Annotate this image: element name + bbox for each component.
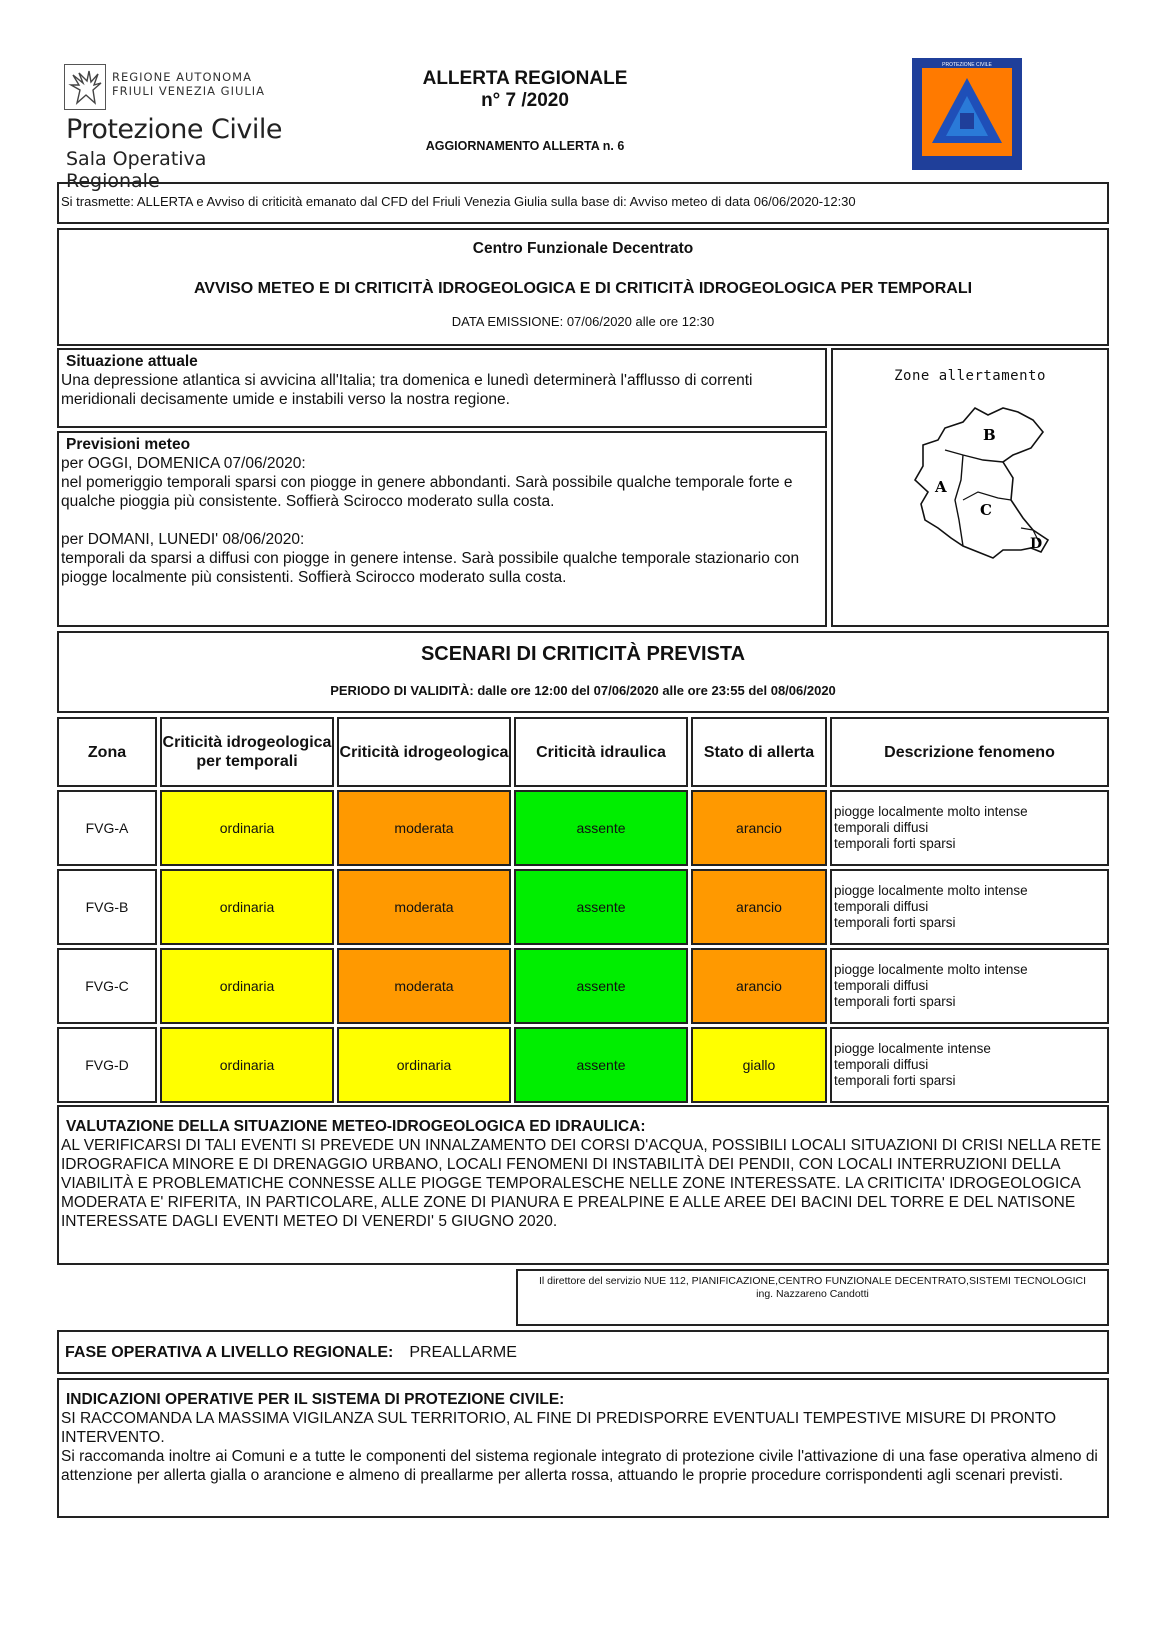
indications-text-upper: SI RACCOMANDA LA MASSIMA VIGILANZA SUL TERRITORIO, AL FINE DI PREDISPORRE EVENTUALI TEMPESTIVE MISURE DI PRONTO INTERVENTO.: [61, 1410, 1057, 1446]
forecast-tomorrow-label: per DOMANI, LUNEDI' 08/06/2020:: [61, 531, 305, 548]
col-header-storm-criticality: Criticità idrogeologica per temporali: [160, 717, 334, 787]
phase-value: PREALLARME: [409, 1344, 517, 1361]
col-header-zone: Zona: [57, 717, 157, 787]
description-cell: [830, 790, 1109, 866]
operational-phase: [57, 1330, 1109, 1374]
evaluation-heading: VALUTAZIONE DELLA SITUAZIONE METEO-IDROGEOLOGICA ED IDRAULICA:: [66, 1118, 646, 1135]
hydraulic-cell: assente: [514, 1027, 688, 1103]
signature-role: Il direttore del servizio NUE 112, PIANIFICAZIONE,CENTRO FUNZIONALE DECENTRATO,SISTEMI TECNOLOGICI: [538, 1275, 1087, 1287]
scenarios-section: [57, 631, 1109, 713]
alert-state-cell: arancio: [691, 948, 827, 1024]
cfd-title: Centro Funzionale Decentrato: [472, 240, 694, 257]
storm-criticality-cell: ordinaria: [160, 790, 334, 866]
alert-zones-map: [831, 348, 1109, 627]
cfd-section: [57, 228, 1109, 346]
org-subname: Sala Operativa Regionale: [66, 148, 207, 192]
map-label-c: C: [980, 501, 992, 519]
region-name-line1: REGIONE AUTONOMA: [112, 70, 252, 84]
map-label-a: A: [935, 478, 947, 496]
zones-map-drawing: [883, 400, 1063, 580]
zone-cell: FVG-B: [57, 869, 157, 945]
col-header-alert-state: Stato di allerta: [691, 717, 827, 787]
title-line2: n° 7 /2020: [481, 90, 569, 111]
hydraulic-cell: assente: [514, 948, 688, 1024]
description-line: temporali forti sparsi: [834, 994, 956, 1009]
description-cell: [830, 869, 1109, 945]
hydraulic-cell: assente: [514, 790, 688, 866]
description-line: piogge localmente molto intense: [834, 883, 1028, 898]
indications-text: Si raccomanda inoltre ai Comuni e a tutte le componenti del sistema regionale integrato di protezione civile l'attivazione di una fase operativa almeno di attenzione per allerta gialla o arancione e almeno di preallarme per allerta rossa, attuando le proprie procedure corrispondenti agli scenari previsti.: [61, 1448, 1098, 1484]
description-line: temporali diffusi: [834, 1057, 929, 1072]
badge-text: PROTEZIONE CIVILE: [942, 62, 992, 68]
indications-heading: INDICAZIONI OPERATIVE PER IL SISTEMA DI PROTEZIONE CIVILE:: [66, 1391, 565, 1408]
description-line: temporali forti sparsi: [834, 915, 956, 930]
storm-criticality-cell: ordinaria: [160, 869, 334, 945]
description-cell: [830, 948, 1109, 1024]
evaluation-section: [57, 1105, 1109, 1265]
org-name: Protezione Civile: [66, 114, 282, 145]
civil-protection-badge: [912, 58, 1022, 170]
col-header-hydrogeological: Criticità idrogeologica: [337, 717, 511, 787]
hydrogeological-cell: ordinaria: [337, 1027, 511, 1103]
forecast-today-text: nel pomeriggio temporali sparsi con piogge in genere abbondanti. Sarà possibile qualche temporale forte e qualche pioggia più consistente. Soffierà Scirocco moderato sulla costa.: [61, 474, 793, 510]
situation-text: Una depressione atlantica si avvicina all'Italia; tra domenica e lunedì determinerà l'afflusso di correnti meridionali decisamente umide e instabili verso la nostra regione.: [61, 372, 753, 408]
situation-heading: Situazione attuale: [66, 353, 198, 370]
cfd-emission-date: DATA EMISSIONE: 07/06/2020 alle ore 12:30: [451, 314, 715, 329]
zone-cell: FVG-A: [57, 790, 157, 866]
forecast-today-label: per OGGI, DOMENICA 07/06/2020:: [61, 455, 306, 472]
director-signature: [516, 1269, 1109, 1326]
description-line: temporali forti sparsi: [834, 836, 956, 851]
map-label-d: D: [1030, 536, 1043, 552]
storm-criticality-cell: ordinaria: [160, 1027, 334, 1103]
hydrogeological-cell: moderata: [337, 790, 511, 866]
map-label-b: B: [983, 426, 996, 444]
description-line: temporali forti sparsi: [834, 1073, 956, 1088]
map-title: Zone allertamento: [894, 368, 1046, 384]
description-line: piogge localmente molto intense: [834, 804, 1028, 819]
eagle-emblem-icon: [64, 64, 106, 110]
description-line: piogge localmente intense: [834, 1041, 991, 1056]
scenarios-title: SCENARI DI CRITICITÀ PREVISTA: [420, 643, 746, 665]
description-line: piogge localmente molto intense: [834, 962, 1028, 977]
region-logo: [64, 64, 294, 192]
description-line: temporali diffusi: [834, 820, 929, 835]
alert-state-cell: arancio: [691, 869, 827, 945]
storm-criticality-cell: ordinaria: [160, 948, 334, 1024]
description-line: temporali diffusi: [834, 899, 929, 914]
hydrogeological-cell: moderata: [337, 869, 511, 945]
forecast-tomorrow-text: temporali da sparsi a diffusi con piogge in genere intense. Sarà possibile qualche temporale stazionario con piogge localmente più consistenti. Soffierà Scirocco moderato sulla costa.: [61, 550, 800, 586]
validity-period: PERIODO DI VALIDITÀ: dalle ore 12:00 del 07/06/2020 alle ore 23:55 del 08/06/2020: [330, 683, 836, 698]
forecast-heading: Previsioni meteo: [66, 436, 191, 453]
description-line: temporali diffusi: [834, 978, 929, 993]
transmission-note: Si trasmette: ALLERTA e Avviso di criticità emanato dal CFD del Friuli Venezia Giulia sulla base di: Avviso meteo di data 06/06/2020-12:30: [57, 182, 1109, 224]
hydraulic-cell: assente: [514, 869, 688, 945]
update-label: AGGIORNAMENTO ALLERTA n. 6: [425, 139, 625, 153]
description-cell: [830, 1027, 1109, 1103]
col-header-description: Descrizione fenomeno: [830, 717, 1109, 787]
col-header-hydraulic: Criticità idraulica: [514, 717, 688, 787]
title-line1: ALLERTA REGIONALE: [422, 68, 628, 89]
signature-name: ing. Nazzareno Candotti: [756, 1288, 869, 1300]
zone-cell: FVG-D: [57, 1027, 157, 1103]
operational-indications: [57, 1378, 1109, 1518]
alert-state-cell: giallo: [691, 1027, 827, 1103]
cfd-subtitle: AVVISO METEO E DI CRITICITÀ IDROGEOLOGICA E DI CRITICITÀ IDROGEOLOGICA PER TEMPORALI: [193, 280, 973, 297]
hydrogeological-cell: moderata: [337, 948, 511, 1024]
alert-state-cell: arancio: [691, 790, 827, 866]
forecast-section: [57, 431, 827, 627]
phase-label: FASE OPERATIVA A LIVELLO REGIONALE:: [65, 1344, 394, 1361]
page-title: [380, 68, 670, 112]
zone-cell: FVG-C: [57, 948, 157, 1024]
situation-section: [57, 348, 827, 428]
evaluation-text: AL VERIFICARSI DI TALI EVENTI SI PREVEDE UN INNALZAMENTO DEI CORSI D'ACQUA, POSSIBILI LOCALI SITUAZIONI DI CRISI NELLA RETE IDROGRAFICA MINORE E DI DRENAGGIO URBANO, LOCALI FENOMENI DI INSTABILITÀ DEI PENDII, CON LOCALI INTERRUZIONI DELLA VIABILITÀ E PROBLEMATICHE CONNESSE ALLE PIOGGE TEMPORALESCHE NELLE ZONE INTERESSATE. LA CRITICITA' IDROGEOLOGICA MODERATA E' RIFERITA, IN PARTICOLARE, ALLE ZONE DI PIANURA E PREALPINE E ALLE AREE DEI BACINI DEL TORRE E DEL NATISONE INTERESSATE DAGLI EVENTI METEO DI VENERDI' 5 GIUGNO 2020.: [61, 1137, 1102, 1230]
region-name-line2: FRIULI VENEZIA GIULIA: [112, 84, 266, 98]
